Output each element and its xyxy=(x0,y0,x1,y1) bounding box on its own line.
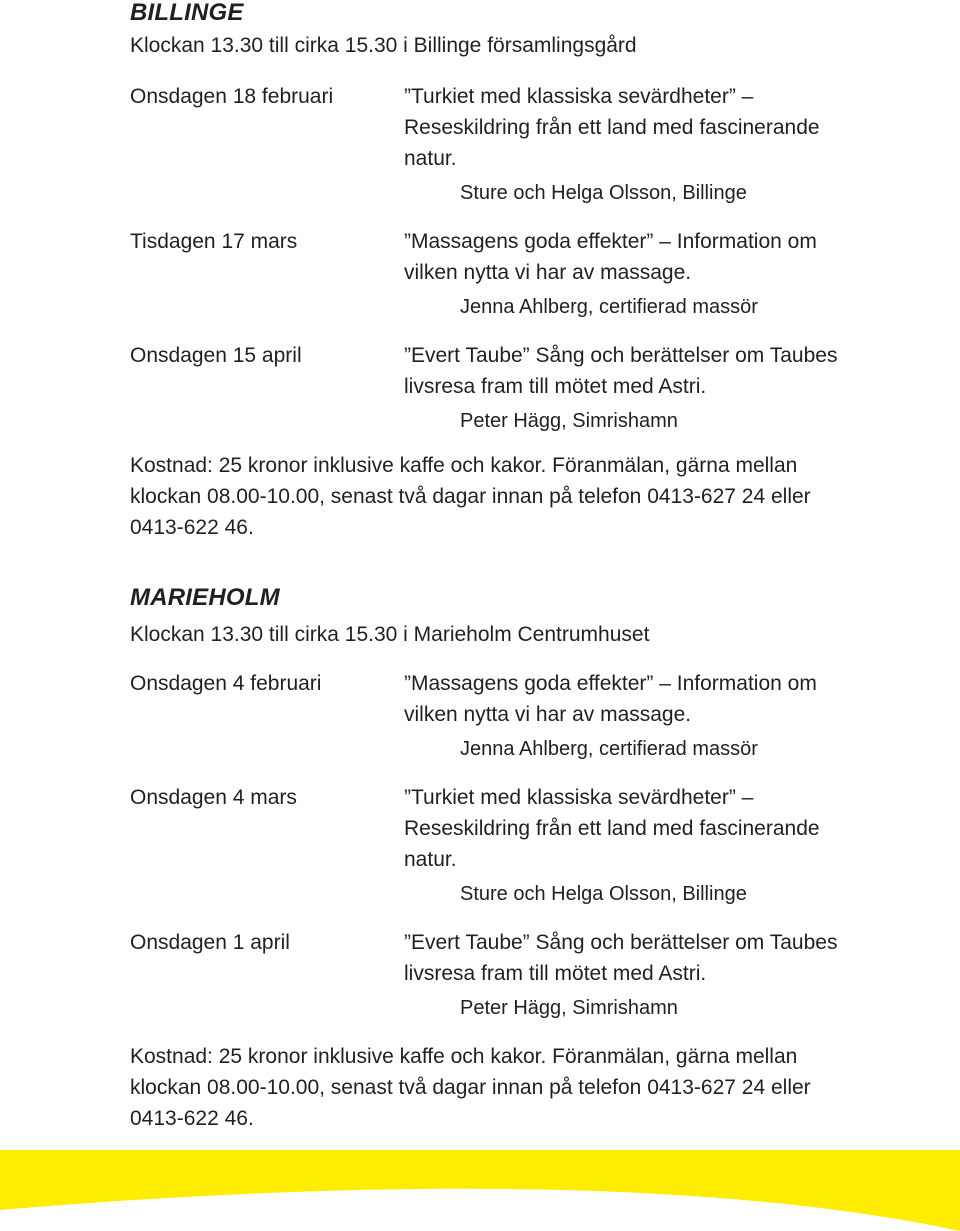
event-description: ”Evert Taube” Sång och berättelser om Taubes livsresa fram till mötet med Astri. xyxy=(404,344,838,398)
event-date: Onsdagen 15 april xyxy=(130,344,302,367)
event-body xyxy=(404,782,844,909)
marieholm-time-place: Klockan 13.30 till cirka 15.30 i Marieholm Centrumhuset xyxy=(130,623,650,646)
event-speaker: Sture och Helga Olsson, Billinge xyxy=(460,883,747,905)
event-speaker: Jenna Ahlberg, certifierad massör xyxy=(460,296,758,318)
billinge-events xyxy=(130,81,930,436)
event-date: Onsdagen 18 februari xyxy=(130,85,334,108)
billinge-cost-info: Kostnad: 25 kronor inklusive kaffe och kakor. Föranmälan, gärna mellan klockan 08.00-10.00, senast två dagar innan på telefon 0413-627 24 eller 0413-622 46. xyxy=(130,454,811,539)
event-speaker: Jenna Ahlberg, certifierad massör xyxy=(460,738,758,760)
event-speaker: Sture och Helga Olsson, Billinge xyxy=(460,182,747,204)
event-date: Tisdagen 17 mars xyxy=(130,230,298,253)
event-description: ”Massagens goda effekter” – Information om vilken nytta vi har av massage. xyxy=(404,672,817,726)
event-date: Onsdagen 1 april xyxy=(130,931,290,954)
event-speaker: Peter Hägg, Simrishamn xyxy=(460,997,678,1019)
event-date: Onsdagen 4 mars xyxy=(130,786,297,809)
event-description: ”Turkiet med klassiska sevärdheter” – Reseskildring från ett land med fascinerande natur. xyxy=(404,85,820,170)
event-item xyxy=(130,668,930,764)
event-item xyxy=(130,81,930,208)
marieholm-events xyxy=(130,668,930,1023)
event-body xyxy=(404,340,844,436)
event-description: ”Massagens goda effekter” – Information om vilken nytta vi har av massage. xyxy=(404,230,817,284)
yellow-stripe-decoration xyxy=(0,1150,960,1231)
event-speaker: Peter Hägg, Simrishamn xyxy=(460,410,678,432)
event-description: ”Evert Taube” Sång och berättelser om Taubes livsresa fram till mötet med Astri. xyxy=(404,931,838,985)
event-item xyxy=(130,782,930,909)
event-date: Onsdagen 4 februari xyxy=(130,672,322,695)
marieholm-cost-info: Kostnad: 25 kronor inklusive kaffe och kakor. Föranmälan, gärna mellan klockan 08.00-10.00, senast två dagar innan på telefon 0413-627 24 eller 0413-622 46. xyxy=(130,1045,811,1130)
marieholm-section xyxy=(130,584,930,1134)
event-item xyxy=(130,226,930,322)
event-item xyxy=(130,340,930,436)
event-body xyxy=(404,226,844,322)
event-item xyxy=(130,927,930,1023)
event-description: ”Turkiet med klassiska sevärdheter” – Reseskildring från ett land med fascinerande natur. xyxy=(404,786,820,871)
yellow-stripe-shape xyxy=(0,1150,960,1231)
event-body xyxy=(404,927,844,1023)
billinge-time-place: Klockan 13.30 till cirka 15.30 i Billinge församlingsgård xyxy=(130,34,637,57)
billinge-heading: BILLINGE xyxy=(130,0,244,26)
event-body xyxy=(404,668,844,764)
event-body xyxy=(404,81,844,208)
marieholm-heading: MARIEHOLM xyxy=(130,584,280,611)
billinge-section xyxy=(130,0,930,543)
